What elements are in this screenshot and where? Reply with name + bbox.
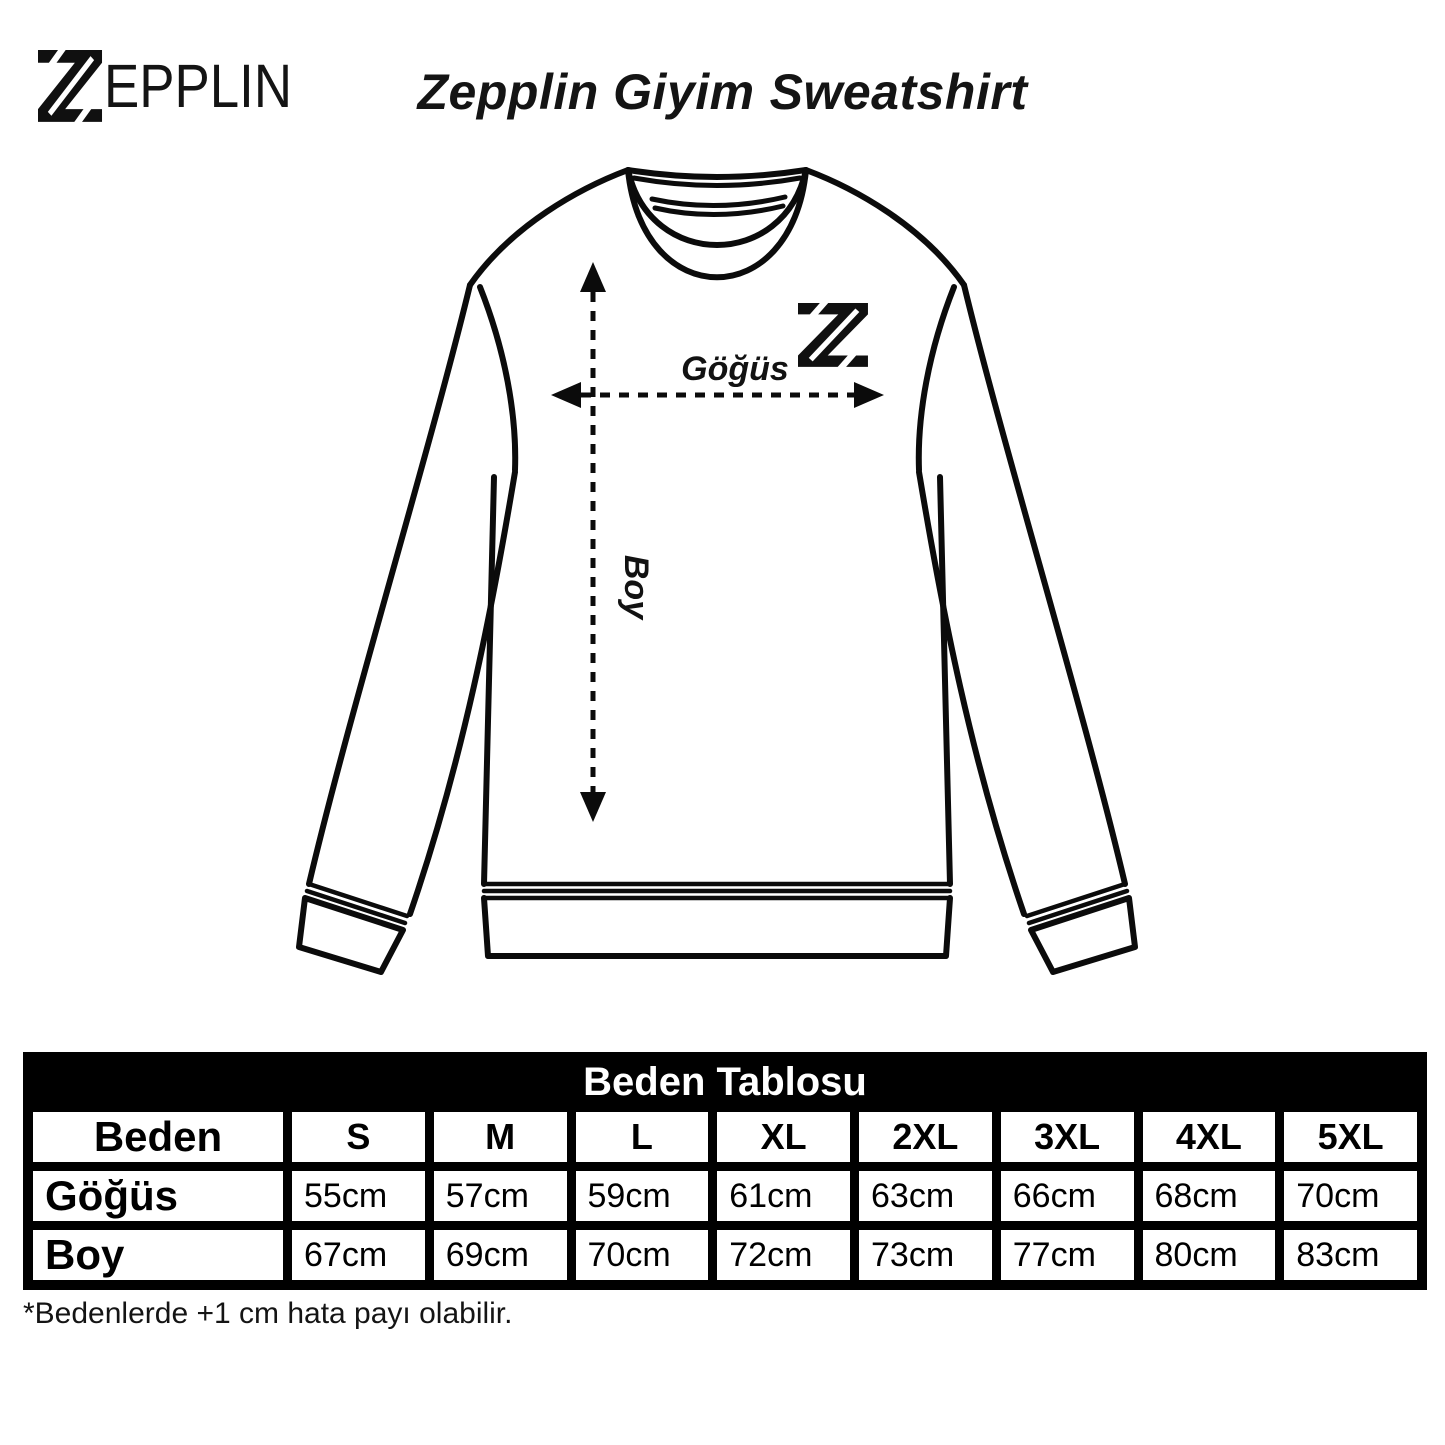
collar <box>628 170 806 277</box>
size-value-cell: 83cm <box>1284 1230 1417 1280</box>
size-value-cell: 72cm <box>717 1230 850 1280</box>
body-length-arrow <box>580 262 606 822</box>
size-value-cell: 70cm <box>1284 1171 1417 1221</box>
size-value-cell: 73cm <box>859 1230 992 1280</box>
chest-z-logo-icon <box>798 299 868 371</box>
size-value-cell: 55cm <box>292 1171 425 1221</box>
size-value-cell: 61cm <box>717 1171 850 1221</box>
size-column-header: 5XL <box>1284 1112 1417 1162</box>
size-column-header: 2XL <box>859 1112 992 1162</box>
size-value-cell: 59cm <box>576 1171 709 1221</box>
size-value-cell: 63cm <box>859 1171 992 1221</box>
page-title-prefix: Zepplin Giyim <box>417 64 755 120</box>
length-measure-label: Boy <box>617 554 655 620</box>
size-value-cell: 66cm <box>1001 1171 1134 1221</box>
page-title-product: Sweatshirt <box>769 64 1028 120</box>
left-shoulder <box>470 170 628 285</box>
size-column-header: 3XL <box>1001 1112 1134 1162</box>
size-table-grid <box>33 1112 1417 1280</box>
size-tolerance-footnote: *Bedenlerde +1 cm hata payı olabilir. <box>23 1297 513 1330</box>
size-value-cell: 77cm <box>1001 1230 1134 1280</box>
size-value-cell: 80cm <box>1143 1230 1276 1280</box>
measure-row-label: Göğüs <box>33 1171 283 1221</box>
size-value-cell: 67cm <box>292 1230 425 1280</box>
size-value-cell: 57cm <box>434 1171 567 1221</box>
size-table-title: Beden Tablosu <box>583 1060 867 1104</box>
size-column-header: 4XL <box>1143 1112 1276 1162</box>
page-title <box>0 63 1445 121</box>
size-value-cell: 69cm <box>434 1230 567 1280</box>
size-value-cell: 68cm <box>1143 1171 1276 1221</box>
size-table-corner-header: Beden <box>33 1112 283 1162</box>
size-value-cell: 70cm <box>576 1230 709 1280</box>
sweatshirt-sketch <box>280 150 1165 1030</box>
brand-logo-text: EPPLIN <box>104 52 292 120</box>
size-column-header: L <box>576 1112 709 1162</box>
chest-measure-label: Göğüs <box>681 350 789 388</box>
size-table <box>23 1052 1427 1290</box>
size-column-header: M <box>434 1112 567 1162</box>
right-shoulder <box>806 170 964 285</box>
size-column-header: XL <box>717 1112 850 1162</box>
right-body-side <box>940 477 950 884</box>
measure-row-label: Boy <box>33 1230 283 1280</box>
hem-band <box>484 884 950 956</box>
size-column-header: S <box>292 1112 425 1162</box>
left-body-side <box>484 477 494 884</box>
